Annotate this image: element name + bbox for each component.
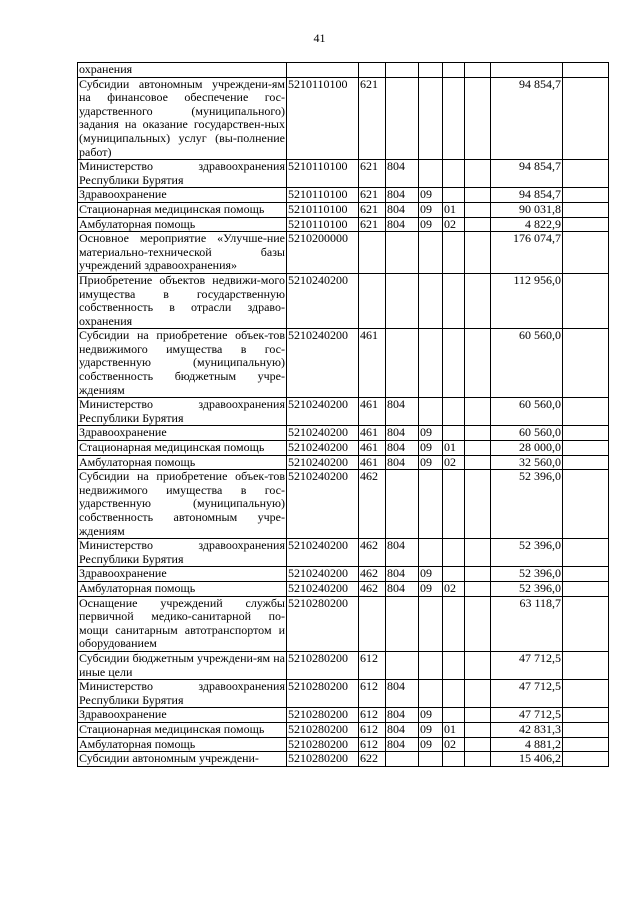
expense-type-cell xyxy=(359,232,386,274)
row-name-cell: Субсидии автономным учреждени- xyxy=(78,752,287,767)
ministry-code-cell xyxy=(386,77,419,160)
ministry-code-cell: 804 xyxy=(386,581,419,596)
empty-cell xyxy=(563,63,609,78)
amount-cell: 28 000,0 xyxy=(491,441,563,456)
ministry-code-cell: 804 xyxy=(386,567,419,582)
empty-cell xyxy=(563,426,609,441)
ministry-code-cell: 804 xyxy=(386,455,419,470)
empty-cell xyxy=(563,752,609,767)
ministry-code-cell: 804 xyxy=(386,737,419,752)
table-row xyxy=(78,680,609,708)
amount-cell: 94 854,7 xyxy=(491,160,563,188)
amount-cell: 52 396,0 xyxy=(491,581,563,596)
empty-cell xyxy=(563,470,609,539)
row-name-cell: Субсидии на приобретение объек-тов недвижимого имущества в гос-ударственную (муниципальную) собственность бюджетным учре-ждениям xyxy=(79,328,285,397)
amount-cell: 60 560,0 xyxy=(491,426,563,441)
row-name-cell: Министерство здравоохранения Республики Бурятия xyxy=(79,397,285,425)
empty-cell xyxy=(465,160,491,188)
subsection-code-cell: 02 xyxy=(443,455,465,470)
section-code-cell xyxy=(419,470,443,539)
amount-cell: 52 396,0 xyxy=(491,567,563,582)
section-code-cell: 09 xyxy=(419,581,443,596)
target-article-code-cell: 5210110100 xyxy=(287,160,359,188)
section-code-cell: 09 xyxy=(419,567,443,582)
target-article-code-cell: 5210110100 xyxy=(287,217,359,232)
ministry-code-cell xyxy=(386,329,419,398)
target-article-code-cell: 5210280200 xyxy=(287,722,359,737)
amount-cell: 60 560,0 xyxy=(491,398,563,426)
row-name-cell: Стационарная медицинская помощь xyxy=(78,202,287,217)
ministry-code-cell: 804 xyxy=(386,441,419,456)
section-code-cell xyxy=(419,273,443,328)
table-row xyxy=(78,752,609,767)
target-article-code-cell: 5210240200 xyxy=(287,273,359,328)
target-article-code-cell: 5210280200 xyxy=(287,651,359,679)
empty-cell xyxy=(563,188,609,203)
table-row xyxy=(78,160,609,188)
amount-cell: 52 396,0 xyxy=(491,470,563,539)
expense-type-cell: 461 xyxy=(359,441,386,456)
section-code-cell xyxy=(419,596,443,651)
table-row xyxy=(78,737,609,752)
row-name-cell: Амбулаторная помощь xyxy=(78,455,287,470)
empty-cell xyxy=(563,232,609,274)
row-name-cell: Здравоохранение xyxy=(78,567,287,582)
empty-cell xyxy=(465,722,491,737)
expense-type-cell: 462 xyxy=(359,539,386,567)
table-row xyxy=(78,77,609,160)
empty-cell xyxy=(465,63,491,78)
empty-cell xyxy=(465,680,491,708)
expense-type-cell: 461 xyxy=(359,329,386,398)
empty-cell xyxy=(465,426,491,441)
row-name-cell: Министерство здравоохранения Республики Бурятия xyxy=(79,538,285,566)
row-name-cell: Министерство здравоохранения Республики Бурятия xyxy=(79,159,285,187)
table-row xyxy=(78,398,609,426)
empty-cell xyxy=(563,202,609,217)
ministry-code-cell: 804 xyxy=(386,217,419,232)
target-article-code-cell: 5210240200 xyxy=(287,581,359,596)
ministry-code-cell: 804 xyxy=(386,426,419,441)
expense-type-cell: 622 xyxy=(359,752,386,767)
row-name-cell: Субсидии автономным учреждени-ям на финансовое обеспечение гос-ударственного (муниципального) задания на оказание государствен-ных (муниципальных) услуг (вы-полнение работ) xyxy=(79,77,285,159)
expense-type-cell: 621 xyxy=(359,188,386,203)
empty-cell xyxy=(465,217,491,232)
target-article-code-cell: 5210240200 xyxy=(287,455,359,470)
subsection-code-cell xyxy=(443,596,465,651)
empty-cell xyxy=(563,737,609,752)
subsection-code-cell xyxy=(443,188,465,203)
expense-type-cell: 461 xyxy=(359,426,386,441)
section-code-cell xyxy=(419,329,443,398)
amount-cell: 60 560,0 xyxy=(491,329,563,398)
budget-table xyxy=(77,62,609,767)
ministry-code-cell xyxy=(386,273,419,328)
table-row xyxy=(78,722,609,737)
table-row xyxy=(78,539,609,567)
empty-cell xyxy=(465,539,491,567)
ministry-code-cell: 804 xyxy=(386,680,419,708)
empty-cell xyxy=(563,217,609,232)
ministry-code-cell: 804 xyxy=(386,722,419,737)
empty-cell xyxy=(563,722,609,737)
subsection-code-cell xyxy=(443,329,465,398)
amount-cell: 4 881,2 xyxy=(491,737,563,752)
section-code-cell: 09 xyxy=(419,708,443,723)
expense-type-cell xyxy=(359,63,386,78)
section-code-cell: 09 xyxy=(419,217,443,232)
empty-cell xyxy=(563,329,609,398)
row-name-cell: Приобретение объектов недвижи-мого имущества в государственную собственность в отрасли здраво-охранения xyxy=(79,273,285,328)
row-name-cell: Здравоохранение xyxy=(78,426,287,441)
section-code-cell xyxy=(419,398,443,426)
amount-cell: 94 854,7 xyxy=(491,77,563,160)
expense-type-cell: 462 xyxy=(359,470,386,539)
expense-type-cell: 621 xyxy=(359,202,386,217)
subsection-code-cell xyxy=(443,160,465,188)
empty-cell xyxy=(465,581,491,596)
target-article-code-cell: 5210280200 xyxy=(287,680,359,708)
target-article-code-cell: 5210240200 xyxy=(287,567,359,582)
subsection-code-cell xyxy=(443,539,465,567)
empty-cell xyxy=(465,77,491,160)
empty-cell xyxy=(563,708,609,723)
row-name-cell: Стационарная медицинская помощь xyxy=(78,441,287,456)
subsection-code-cell: 01 xyxy=(443,722,465,737)
section-code-cell xyxy=(419,539,443,567)
empty-cell xyxy=(465,470,491,539)
table-row xyxy=(78,455,609,470)
ministry-code-cell xyxy=(386,752,419,767)
section-code-cell: 09 xyxy=(419,737,443,752)
amount-cell: 47 712,5 xyxy=(491,680,563,708)
expense-type-cell: 612 xyxy=(359,680,386,708)
empty-cell xyxy=(465,737,491,752)
amount-cell: 4 822,9 xyxy=(491,217,563,232)
expense-type-cell xyxy=(359,596,386,651)
empty-cell xyxy=(465,708,491,723)
subsection-code-cell: 01 xyxy=(443,441,465,456)
expense-type-cell: 612 xyxy=(359,722,386,737)
table-row xyxy=(78,426,609,441)
row-name-cell: Здравоохранение xyxy=(78,188,287,203)
expense-type-cell: 621 xyxy=(359,77,386,160)
section-code-cell: 09 xyxy=(419,202,443,217)
section-code-cell xyxy=(419,63,443,78)
subsection-code-cell xyxy=(443,470,465,539)
empty-cell xyxy=(563,581,609,596)
target-article-code-cell: 5210110100 xyxy=(287,202,359,217)
expense-type-cell: 612 xyxy=(359,651,386,679)
ministry-code-cell: 804 xyxy=(386,539,419,567)
subsection-code-cell xyxy=(443,567,465,582)
empty-cell xyxy=(563,567,609,582)
empty-cell xyxy=(465,752,491,767)
amount-cell: 112 956,0 xyxy=(491,273,563,328)
ministry-code-cell: 804 xyxy=(386,202,419,217)
empty-cell xyxy=(465,202,491,217)
subsection-code-cell xyxy=(443,232,465,274)
ministry-code-cell xyxy=(386,63,419,78)
empty-cell xyxy=(465,441,491,456)
budget-table-body xyxy=(78,63,609,767)
expense-type-cell: 612 xyxy=(359,737,386,752)
table-row xyxy=(78,651,609,679)
empty-cell xyxy=(465,273,491,328)
amount-cell: 90 031,8 xyxy=(491,202,563,217)
section-code-cell: 09 xyxy=(419,441,443,456)
target-article-code-cell: 5210280200 xyxy=(287,752,359,767)
empty-cell xyxy=(563,596,609,651)
table-row xyxy=(78,202,609,217)
expense-type-cell: 621 xyxy=(359,217,386,232)
row-name-cell: охранения xyxy=(78,63,287,78)
expense-type-cell: 612 xyxy=(359,708,386,723)
amount-cell: 63 118,7 xyxy=(491,596,563,651)
target-article-code-cell: 5210200000 xyxy=(287,232,359,274)
amount-cell: 32 560,0 xyxy=(491,455,563,470)
subsection-code-cell xyxy=(443,398,465,426)
table-row xyxy=(78,470,609,539)
amount-cell: 42 831,3 xyxy=(491,722,563,737)
empty-cell xyxy=(465,455,491,470)
section-code-cell: 09 xyxy=(419,188,443,203)
target-article-code-cell xyxy=(287,63,359,78)
expense-type-cell: 462 xyxy=(359,581,386,596)
subsection-code-cell xyxy=(443,63,465,78)
target-article-code-cell: 5210280200 xyxy=(287,596,359,651)
empty-cell xyxy=(465,232,491,274)
empty-cell xyxy=(563,77,609,160)
target-article-code-cell: 5210240200 xyxy=(287,329,359,398)
section-code-cell: 09 xyxy=(419,455,443,470)
target-article-code-cell: 5210280200 xyxy=(287,708,359,723)
amount-cell: 47 712,5 xyxy=(491,708,563,723)
table-row xyxy=(78,441,609,456)
empty-cell xyxy=(563,651,609,679)
empty-cell xyxy=(465,329,491,398)
table-row xyxy=(78,596,609,651)
amount-cell: 47 712,5 xyxy=(491,651,563,679)
target-article-code-cell: 5210240200 xyxy=(287,539,359,567)
section-code-cell: 09 xyxy=(419,426,443,441)
subsection-code-cell xyxy=(443,680,465,708)
ministry-code-cell: 804 xyxy=(386,160,419,188)
ministry-code-cell: 804 xyxy=(386,708,419,723)
table-row xyxy=(78,581,609,596)
target-article-code-cell: 5210280200 xyxy=(287,737,359,752)
table-row xyxy=(78,188,609,203)
empty-cell xyxy=(563,398,609,426)
empty-cell xyxy=(465,596,491,651)
expense-type-cell: 462 xyxy=(359,567,386,582)
row-name-cell: Амбулаторная помощь xyxy=(78,581,287,596)
row-name-cell: Стационарная медицинская помощь xyxy=(78,722,287,737)
row-name-cell: Оснащение учреждений службы первичной медико-санитарной по-мощи санитарным автотранспортом и оборудованием xyxy=(79,596,285,651)
empty-cell xyxy=(465,188,491,203)
ministry-code-cell xyxy=(386,651,419,679)
section-code-cell xyxy=(419,232,443,274)
empty-cell xyxy=(563,273,609,328)
ministry-code-cell: 804 xyxy=(386,188,419,203)
row-name-cell: Амбулаторная помощь xyxy=(78,737,287,752)
table-row xyxy=(78,329,609,398)
target-article-code-cell: 5210240200 xyxy=(287,441,359,456)
section-code-cell xyxy=(419,752,443,767)
section-code-cell xyxy=(419,160,443,188)
empty-cell xyxy=(465,398,491,426)
table-row xyxy=(78,217,609,232)
table-row xyxy=(78,232,609,274)
table-row xyxy=(78,63,609,78)
row-name-cell: Министерство здравоохранения Республики Бурятия xyxy=(79,679,285,707)
subsection-code-cell xyxy=(443,752,465,767)
subsection-code-cell xyxy=(443,426,465,441)
section-code-cell: 09 xyxy=(419,722,443,737)
section-code-cell xyxy=(419,680,443,708)
subsection-code-cell xyxy=(443,651,465,679)
amount-cell: 94 854,7 xyxy=(491,188,563,203)
empty-cell xyxy=(563,455,609,470)
ministry-code-cell xyxy=(386,470,419,539)
subsection-code-cell xyxy=(443,708,465,723)
expense-type-cell: 621 xyxy=(359,160,386,188)
table-row xyxy=(78,567,609,582)
subsection-code-cell xyxy=(443,77,465,160)
empty-cell xyxy=(465,567,491,582)
amount-cell: 52 396,0 xyxy=(491,539,563,567)
amount-cell: 176 074,7 xyxy=(491,232,563,274)
subsection-code-cell: 02 xyxy=(443,737,465,752)
empty-cell xyxy=(563,539,609,567)
ministry-code-cell xyxy=(386,232,419,274)
amount-cell: 15 406,2 xyxy=(491,752,563,767)
target-article-code-cell: 5210240200 xyxy=(287,470,359,539)
ministry-code-cell xyxy=(386,596,419,651)
row-name-cell: Амбулаторная помощь xyxy=(78,217,287,232)
subsection-code-cell: 02 xyxy=(443,217,465,232)
empty-cell xyxy=(563,441,609,456)
row-name-cell: Здравоохранение xyxy=(78,708,287,723)
table-row xyxy=(78,273,609,328)
expense-type-cell xyxy=(359,273,386,328)
target-article-code-cell: 5210240200 xyxy=(287,426,359,441)
table-row xyxy=(78,708,609,723)
section-code-cell xyxy=(419,651,443,679)
empty-cell xyxy=(465,651,491,679)
subsection-code-cell: 02 xyxy=(443,581,465,596)
subsection-code-cell: 01 xyxy=(443,202,465,217)
section-code-cell xyxy=(419,77,443,160)
target-article-code-cell: 5210110100 xyxy=(287,188,359,203)
empty-cell xyxy=(563,160,609,188)
expense-type-cell: 461 xyxy=(359,398,386,426)
row-name-cell: Субсидии на приобретение объек-тов недвижимого имущества в гос-ударственную (муниципальную) собственность автономным учре-ждениям xyxy=(79,469,285,538)
target-article-code-cell: 5210110100 xyxy=(287,77,359,160)
amount-cell xyxy=(491,63,563,78)
subsection-code-cell xyxy=(443,273,465,328)
page-number: 41 xyxy=(313,31,326,45)
expense-type-cell: 461 xyxy=(359,455,386,470)
target-article-code-cell: 5210240200 xyxy=(287,398,359,426)
row-name-cell: Основное мероприятие «Улучше-ние материально-технической базы учреждений здравоохранения» xyxy=(79,231,285,273)
empty-cell xyxy=(563,680,609,708)
row-name-cell: Субсидии бюджетным учреждени-ям на иные цели xyxy=(79,651,285,679)
ministry-code-cell: 804 xyxy=(386,398,419,426)
